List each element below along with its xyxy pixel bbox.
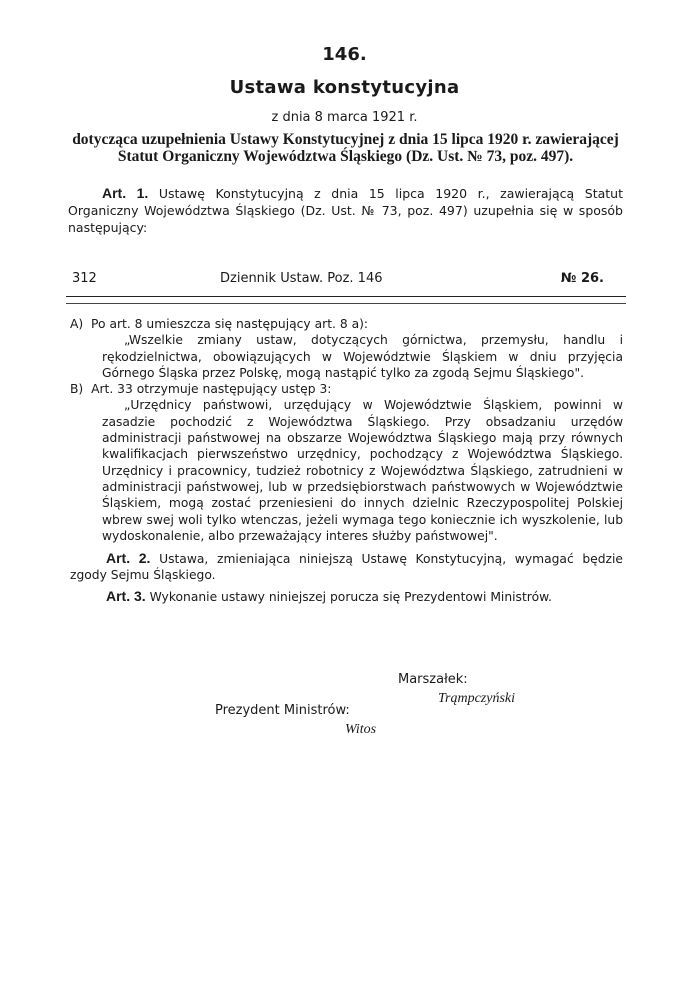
header-title: Dziennik Ustaw. Poz. 146 [220,271,383,286]
prime-minister-title: Prezydent Ministrów: [215,703,350,718]
document-date: z dnia 8 marca 1921 r. [271,110,418,125]
item-a-intro: Po art. 8 umieszcza się następujący art. 8 a): [91,317,369,331]
marshal-signature: Trąmpczyński [438,691,515,706]
article-3-label: Art. 3. [106,587,146,604]
article-3 [70,588,623,605]
item-a-quote: „Wszelkie zmiany ustaw, dotyczących górnictwa, przemysłu, handlu i rękodzielnictwa, obowiązujących w Województwie Śląskiem w dniu przyjęcia Górnego Śląska przez Polskę, mogą nastąpić tylko za zgodą Sejmu Śląskiego". [102,333,623,380]
item-b-intro: Art. 33 otrzymuje następujący ustęp 3: [91,382,332,397]
header-issue-number: № 26. [560,271,604,286]
document-subject: dotycząca uzupełnienia Ustawy Konstytucyjnej z dnia 15 lipca 1920 r. zawierającej Statut Organiczny Województwa Śląskiego (Dz. Ust. № 73, poz. 497). [72,131,619,165]
article-1-label: Art. 1. [102,185,149,201]
document-title: Ustawa konstytucyjna [229,77,460,98]
article-1-text: Ustawę Konstytucyjną z dnia 15 lipca 1920 r., zawierającą Statut Organiczny Województwa Śląskiego (Dz. Ust. № 73, poz. 497) uzupełnia się w sposób następujący: [68,186,623,235]
article-1 [68,185,623,236]
article-2-text: Ustawa, zmieniająca niniejszą Ustawę Konstytucyjną, wymagać będzie zgody Sejmu Śląskiego. [70,552,623,583]
item-b-quote: „Urzędnicy państwowi, urzędujący w Województwie Śląskiem, powinni w zasadzie pochodzić z Województwa Śląskiego. Przy obsadzaniu urzędów administracji państwowej na obszarze Województwa Śląskiego mają przy równych kwalifikacjach pierwszeństwo urzędnicy, pochodzący z Województwa Śląskiego. Urzędnicy i pracownicy, tudzież robotnicy z Województwa Śląskiego, zatrudnieni w administracji państwowej, lub w przedsiębiorstwach państwowych w Województwie Śląskiem, mogą zostać przeniesieni do innych dzielnic Rzeczypospolitej Polskiej wbrew swej woli tylko wtenczas, jeżeli wymaga tego koniecznie ich wyszkolenie, lub wydoskonalenie, albo przeważający interes służby państwowej". [102,398,623,543]
article-3-text: Wykonanie ustawy niniejszej porucza się Prezydentowi Ministrów. [149,589,552,604]
document-body [70,316,623,605]
marshal-title: Marszałek: [398,672,468,687]
header-page-number: 312 [72,271,97,286]
article-2 [70,550,623,584]
article-2-label: Art. 2. [106,550,151,567]
page-number: 146. [322,44,367,65]
item-b-marker: B) [70,382,84,397]
list-item [70,316,623,332]
header-rule-bottom [66,303,626,304]
list-item [70,381,623,397]
prime-minister-signature: Witos [345,722,377,737]
item-a-marker: A) [70,317,84,331]
header-rule-top [66,296,626,297]
